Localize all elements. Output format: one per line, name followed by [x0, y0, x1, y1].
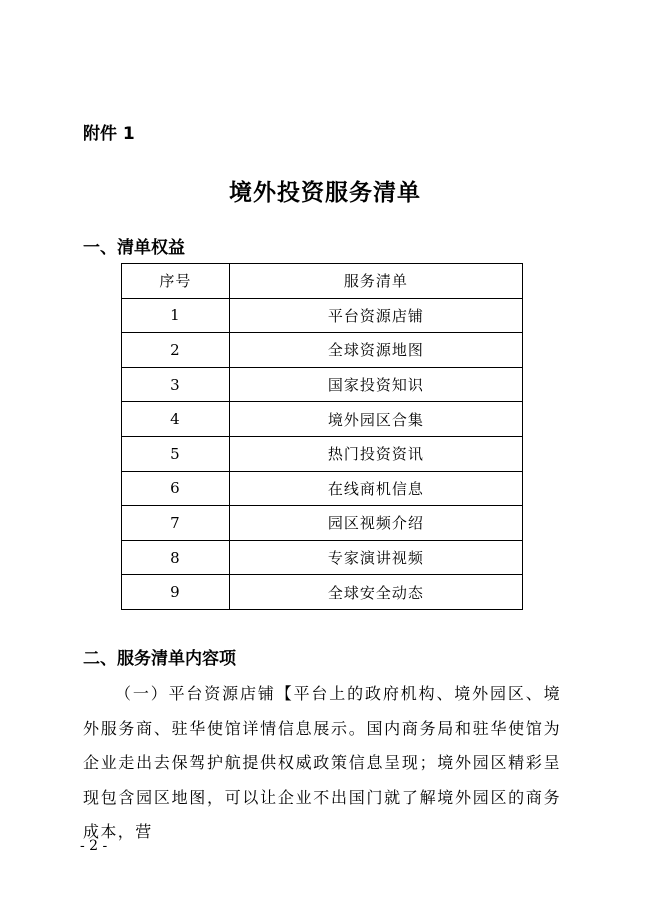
- row-number: 5: [122, 436, 230, 471]
- table-row: [122, 298, 523, 333]
- service-list-table: [121, 263, 523, 610]
- row-number: 3: [122, 367, 230, 402]
- row-number: 6: [122, 471, 230, 506]
- table-row: [122, 540, 523, 575]
- table-row: [122, 471, 523, 506]
- header-serial-number: 序号: [122, 264, 230, 299]
- table-row: [122, 436, 523, 471]
- page-number: - 2 -: [80, 838, 108, 854]
- row-number: 2: [122, 333, 230, 368]
- row-number: 8: [122, 540, 230, 575]
- row-service-name: 国家投资知识: [229, 367, 522, 402]
- section1-heading: 一、清单权益: [83, 238, 185, 258]
- body-paragraph: （一）平台资源店铺【平台上的政府机构、境外园区、境外服务商、驻华使馆详情信息展示。国内商务局和驻华使馆为企业走出去保驾护航提供权威政策信息呈现；境外园区精彩呈现包含园区地图，可以让企业不出国门就了解境外园区的商务成本，营: [83, 684, 561, 841]
- table-row: [122, 575, 523, 610]
- header-service-list: 服务清单: [229, 264, 522, 299]
- document-title: 境外投资服务清单: [229, 179, 421, 206]
- row-service-name: 境外园区合集: [229, 402, 522, 437]
- row-service-name: 平台资源店铺: [229, 298, 522, 333]
- table-row: [122, 367, 523, 402]
- row-number: 7: [122, 506, 230, 541]
- section2-heading: 二、服务清单内容项: [83, 649, 236, 669]
- row-service-name: 全球资源地图: [229, 333, 522, 368]
- table-row: [122, 333, 523, 368]
- table-header-row: [122, 264, 523, 299]
- row-service-name: 全球安全动态: [229, 575, 522, 610]
- row-service-name: 专家演讲视频: [229, 540, 522, 575]
- table-row: [122, 402, 523, 437]
- row-number: 1: [122, 298, 230, 333]
- row-service-name: 在线商机信息: [229, 471, 522, 506]
- row-number: 4: [122, 402, 230, 437]
- row-service-name: 园区视频介绍: [229, 506, 522, 541]
- row-service-name: 热门投资资讯: [229, 436, 522, 471]
- table-row: [122, 506, 523, 541]
- attachment-label: 附件 1: [83, 124, 135, 144]
- row-number: 9: [122, 575, 230, 610]
